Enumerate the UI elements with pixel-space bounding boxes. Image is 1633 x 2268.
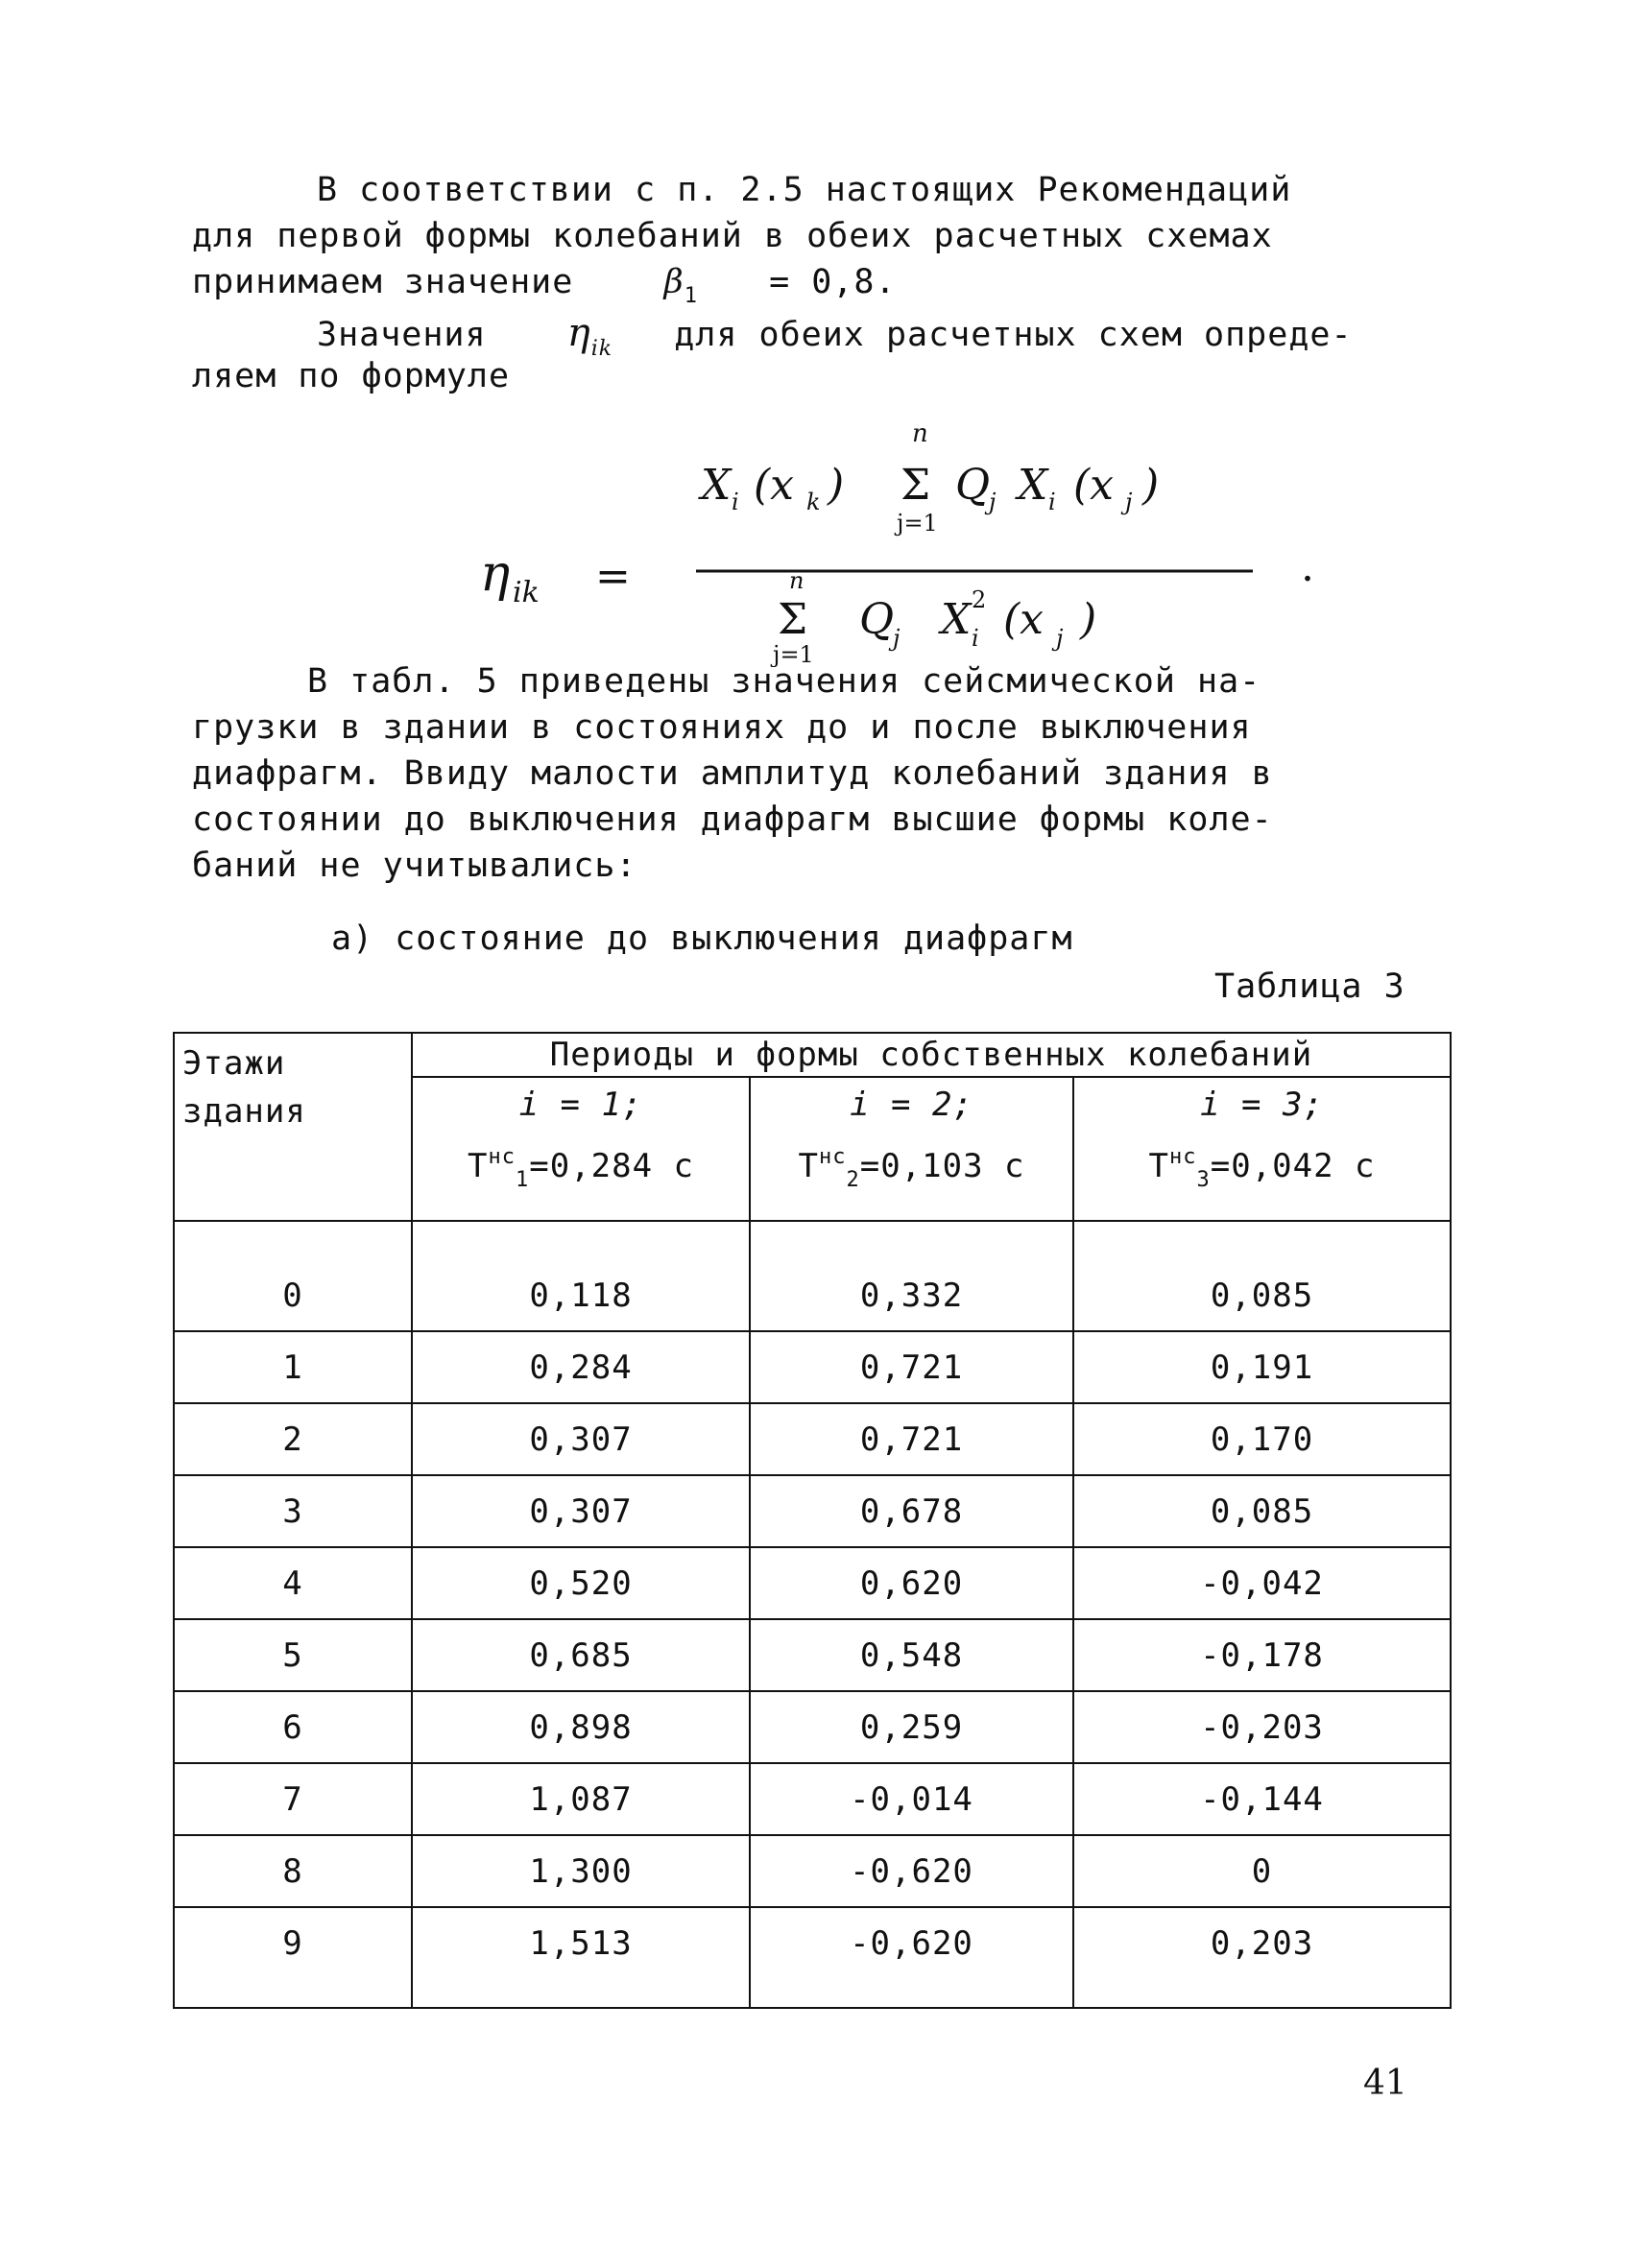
intro-line-3-prefix: принимаем значение [192,263,574,301]
mode-1-cell: 0,284 [412,1331,750,1403]
mode-1-t-sub: 1 [515,1168,530,1192]
table-par-line-5: баний не учитывались: [192,847,637,885]
intro-line-3 [192,263,897,308]
mode-3-t-sup: нс [1168,1145,1197,1169]
formula-equals: = [595,552,631,601]
mode-3-cell: -0,178 [1073,1619,1451,1691]
floor-cell: 2 [174,1403,412,1475]
den-x-sup: 2 [972,586,987,613]
table-par-line-1: В табл. 5 приведены значения сейсмической на- [307,662,1261,701]
eta-symbol: η [566,311,591,355]
column-header-floors [174,1033,412,1221]
floor-cell: 6 [174,1691,412,1763]
mode-1-t: T [468,1147,489,1185]
num-x: X [701,461,732,510]
num-k: k [806,489,821,515]
mode-3-t-sub: 3 [1196,1168,1211,1192]
floor-cell: 3 [174,1475,412,1547]
mode-2-t-value: =0,103 с [859,1147,1025,1185]
num-sum-bottom: j=1 [897,510,938,537]
mode-3-index: i = 3; [1200,1086,1324,1124]
eta-subscript: ik [590,337,613,361]
mode-3-cell: 0 [1073,1835,1451,1907]
mode-1-cell: 0,898 [412,1691,750,1763]
table-row [174,1691,1451,1763]
num-sum-top: n [912,419,928,448]
beta-value: = 0,8. [769,263,897,301]
mode-3-t: T [1148,1147,1169,1185]
table-row [174,1475,1451,1547]
den-q: Q [859,595,895,644]
mode-header-2 [750,1077,1073,1221]
mode-2-index: i = 2; [850,1086,973,1124]
den-x-i: i [972,625,979,652]
table-row [174,1619,1451,1691]
table-row [174,1331,1451,1403]
mode-2-t-sub: 2 [846,1168,860,1192]
floor-cell: 9 [174,1907,412,2008]
mode-1-t-value: =0,284 с [529,1147,694,1185]
mode-header-1 [412,1077,750,1221]
floor-cell: 8 [174,1835,412,1907]
floor-cell: 5 [174,1619,412,1691]
num-q: Q [955,461,991,510]
eta-line-1-suffix: для обеих расчетных схем опреде- [674,316,1353,354]
num-close-2: ) [1142,461,1160,510]
table-row [174,1221,1451,1331]
den-q-j: j [893,625,901,652]
mode-3-cell: -0,144 [1073,1763,1451,1835]
mode-3-cell: 0,085 [1073,1475,1451,1547]
mode-3-cell: 0,203 [1073,1907,1451,2008]
den-xj: (x [1003,595,1044,644]
mode-3-cell: 0,085 [1073,1221,1451,1331]
column-header-floors-line-1: Этажи [182,1044,286,1083]
intro-line-2: для первой формы колебаний в обеих расчетных схемах [192,217,1273,255]
page-number: 41 [1363,2064,1407,2103]
table-caption: Таблица 3 [1214,967,1405,1006]
mode-3-t-value: =0,042 с [1210,1147,1376,1185]
mode-3-cell: 0,170 [1073,1403,1451,1475]
num-sum-symbol: Σ [901,461,931,510]
num-x2: X [1018,461,1048,510]
table-row [174,1547,1451,1619]
mode-2-cell: 0,332 [750,1221,1073,1331]
table-par-line-2: грузки в здании в состояниях до и после выключения [192,708,1252,747]
mode-3-cell: -0,042 [1073,1547,1451,1619]
mode-1-t-sup: нс [488,1145,516,1169]
mode-2-cell: 0,721 [750,1331,1073,1403]
mode-2-cell: 0,548 [750,1619,1073,1691]
eta-line-1 [317,311,1353,361]
mode-1-cell: 0,685 [412,1619,750,1691]
mode-1-cell: 0,520 [412,1547,750,1619]
den-sum-symbol: Σ [778,595,808,644]
formula-lhs-sub: ik [513,576,540,609]
num-xj-j: j [1125,489,1133,515]
mode-1-period [413,1145,749,1192]
num-q-j: j [989,489,997,515]
mode-2-t: T [798,1147,819,1185]
mode-1-cell: 1,513 [412,1907,750,2008]
mode-3-cell: -0,203 [1073,1691,1451,1763]
num-x2-i: i [1048,489,1056,515]
mode-2-cell: 0,259 [750,1691,1073,1763]
mode-1-index: i = 1; [518,1086,643,1124]
num-close: ) [828,461,845,510]
mode-1-cell: 0,118 [412,1221,750,1331]
mode-2-cell: 0,620 [750,1547,1073,1619]
mode-2-cell: 0,678 [750,1475,1073,1547]
mode-3-cell: 0,191 [1073,1331,1451,1403]
den-sum-bottom: j=1 [773,641,814,667]
num-xj: (x [1073,461,1114,510]
table-row [174,1763,1451,1835]
mode-2-t-sup: нс [818,1145,847,1169]
table-row [174,1403,1451,1475]
table-row [174,1907,1451,2008]
mode-header-3 [1073,1077,1451,1221]
den-sum-top: n [789,567,804,594]
beta-subscript: 1 [684,284,698,308]
mode-2-cell: 0,721 [750,1403,1073,1475]
floor-cell: 1 [174,1331,412,1403]
den-xj-j: j [1056,625,1064,652]
formula-lhs: η [480,545,511,603]
floor-cell: 7 [174,1763,412,1835]
mode-1-cell: 0,307 [412,1475,750,1547]
group-header: Периоды и формы собственных колебаний [412,1033,1451,1077]
floor-cell: 4 [174,1547,412,1619]
num-xk: (x [754,461,794,510]
table-row [174,1835,1451,1907]
den-close: ) [1080,595,1097,644]
table-subtitle: а) состояние до выключения диафрагм [331,919,1073,958]
den-x: X [941,595,972,644]
floor-cell: 0 [174,1221,412,1331]
eta-formula [480,418,1344,667]
formula-period: . [1301,542,1314,591]
mode-2-cell: -0,620 [750,1835,1073,1907]
mode-1-cell: 0,307 [412,1403,750,1475]
column-header-floors-line-2: здания [182,1092,306,1131]
mode-1-cell: 1,300 [412,1835,750,1907]
mode-2-cell: -0,014 [750,1763,1073,1835]
eta-line-1-prefix: Значения [317,316,487,354]
intro-line-1: В соответствии с п. 2.5 настоящих Рекомендаций [317,171,1292,209]
mode-2-cell: -0,620 [750,1907,1073,2008]
mode-2-period [751,1145,1072,1192]
modes-table [173,1032,1452,2009]
beta-symbol: β [663,263,684,301]
num-i: i [732,489,739,515]
table-par-line-3: диафрагм. Ввиду малости амплитуд колебаний здания в [192,754,1273,793]
mode-1-cell: 1,087 [412,1763,750,1835]
eta-line-2: ляем по формуле [192,357,511,395]
table-par-line-4: состоянии до выключения диафрагм высшие формы коле- [192,800,1273,839]
mode-3-period [1074,1145,1450,1192]
